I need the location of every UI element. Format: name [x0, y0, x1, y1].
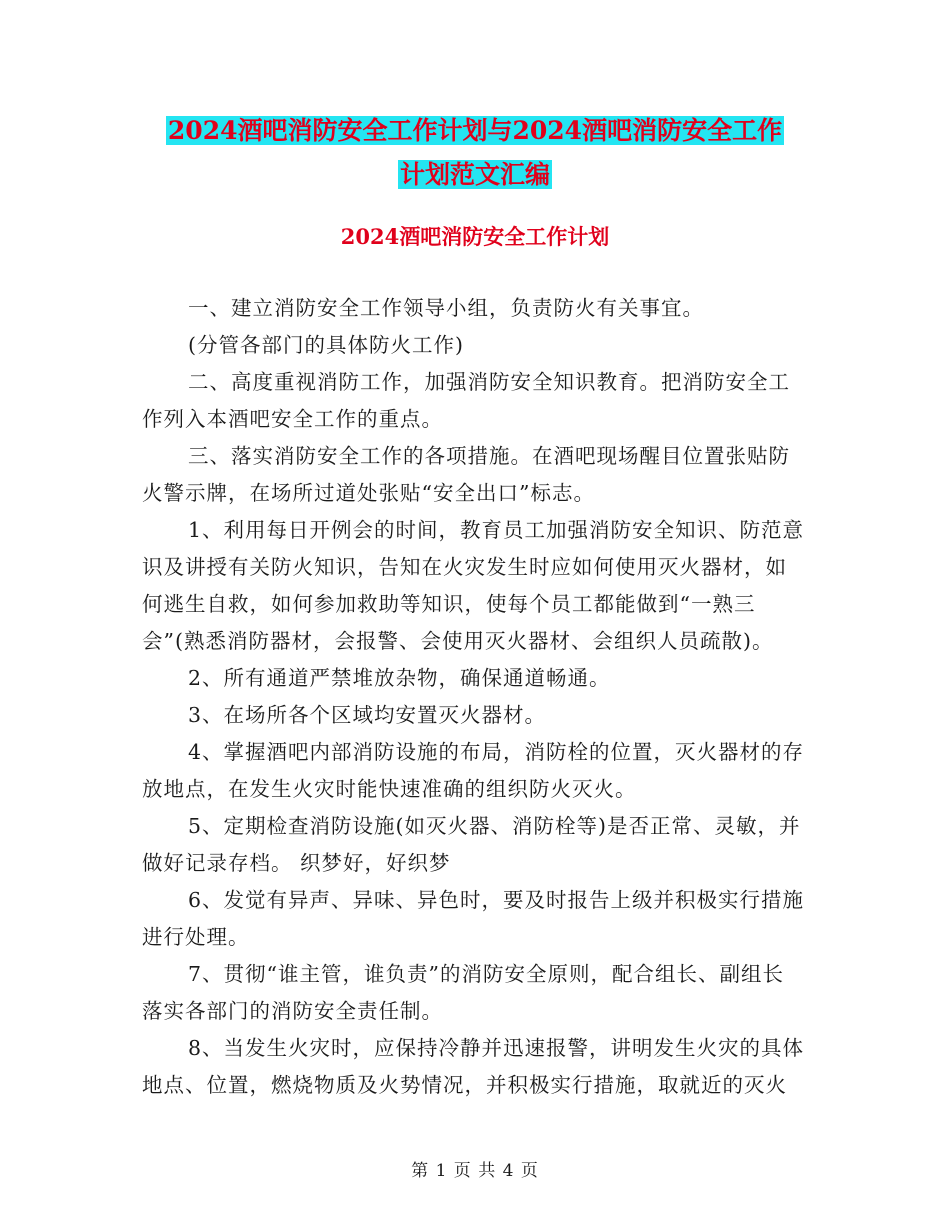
paragraph-line: 放地点，在发生火灾时能快速准确的组织防火灭火。	[142, 777, 637, 801]
paragraph-line: 三、落实消防安全工作的各项措施。在酒吧现场醒目位置张贴防	[188, 444, 790, 468]
section-title: 2024酒吧消防安全工作计划	[340, 224, 610, 249]
paragraph-line: 落实各部门的消防安全责任制。	[142, 999, 443, 1023]
paragraph-line: 4、掌握酒吧内部消防设施的布局，消防栓的位置，灭火器材的存	[188, 740, 805, 764]
page-footer: 第 1 页 共 4 页	[411, 1161, 539, 1181]
paragraph-line: 2、所有通道严禁堆放杂物，确保通道畅通。	[188, 666, 611, 690]
document-title-line-2: 计划范文汇编	[399, 160, 550, 189]
paragraph-line: 3、在场所各个区域均安置灭火器材。	[188, 703, 547, 727]
paragraph-line: 进行处理。	[142, 925, 250, 949]
paragraph-line: 做好记录存档。 织梦好，好织梦	[142, 851, 451, 875]
paragraph-line: 7、贯彻“谁主管，谁负责”的消防安全原则，配合组长、副组长	[188, 962, 785, 986]
paragraph-line: 8、当发生火灾时，应保持冷静并迅速报警，讲明发生火灾的具体	[188, 1036, 805, 1060]
paragraph-line: 1、利用每日开例会的时间，教育员工加强消防安全知识、防范意	[188, 518, 805, 542]
paragraph-line: 会”(熟悉消防器材，会报警、会使用灭火器材、会组织人员疏散)。	[142, 629, 774, 653]
paragraph-line: 5、定期检查消防设施(如灭火器、消防栓等)是否正常、灵敏，并	[188, 814, 801, 838]
paragraph-line: 地点、位置，燃烧物质及火势情况，并积极实行措施，取就近的灭火	[142, 1073, 787, 1097]
paragraph-line: 二、高度重视消防工作，加强消防安全知识教育。把消防安全工	[188, 370, 790, 394]
document-title-line-1: 2024酒吧消防安全工作计划与2024酒吧消防安全工作	[167, 116, 783, 145]
paragraph-line: 一、建立消防安全工作领导小组，负责防火有关事宜。	[188, 296, 704, 320]
paragraph-line: 作列入本酒吧安全工作的重点。	[142, 407, 443, 431]
paragraph-line: 何逃生自救，如何参加救助等知识，使每个员工都能做到“一熟三	[142, 592, 756, 616]
paragraph-line: (分管各部门的具体防火工作)	[188, 333, 464, 357]
paragraph-line: 识及讲授有关防火知识，告知在火灾发生时应如何使用灭火器材，如	[142, 555, 787, 579]
paragraph-line: 6、发觉有异声、异味、异色时，要及时报告上级并积极实行措施	[188, 888, 805, 912]
paragraph-line: 火警示牌，在场所过道处张贴“安全出口”标志。	[142, 481, 595, 505]
